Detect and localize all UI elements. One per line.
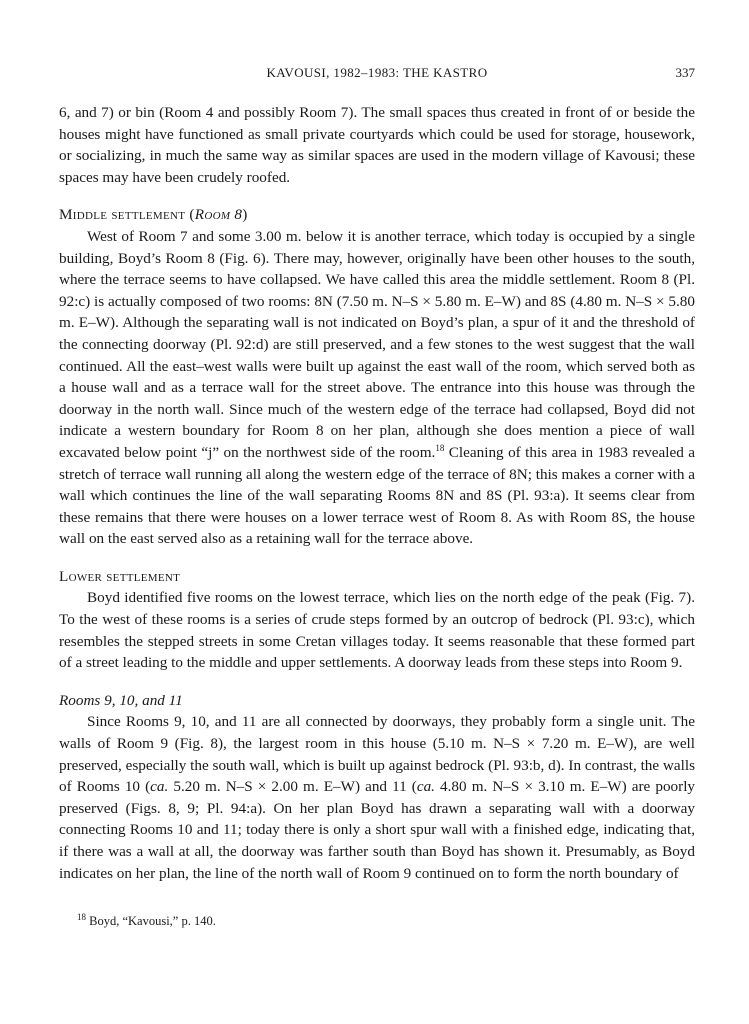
footnote-ref-18[interactable]: 18 bbox=[435, 442, 445, 453]
heading-rooms-9-10-11: Rooms 9, 10, and 11 bbox=[59, 691, 183, 709]
paragraph-rooms-2: 5.20 m. N–S × 2.00 m. E–W) and 11 ( bbox=[168, 778, 417, 796]
paragraph-rooms bbox=[59, 711, 695, 884]
paragraph-middle-a: West of Room 7 and some 3.00 m. below it is another terrace, which today is occupied by a single building, Boyd’s Room 8 (Fig. 6). There may, however, originally have been other houses to the south, where the terrace seems to have collapsed. We have called this area the middle settlement. Room 8 (Pl. 92:c) is actually composed of two rooms: 8N (7.50 m. N–S × 5.80 m. E–W) and 8S (4.80 m. N–S × 5.80 m. E–W). Although the separating wall is not indicated on Boyd’s plan, a spur of it and the threshold of the connecting doorway (Pl. 92:d) are still preserved, and a few stones to the west suggest that the wall continued. All the east–west walls were built up against the east wall of the room, which served both as a house wall and as a terrace wall for the street above. The entrance into this house was through the doorway in the north wall. Since much of the western edge of the terrace had collapsed, Boyd did not indicate a western boundary for Room 8 on her plan, although she does mention a piece of wall excavated below point “j” on the northwest side of the room. bbox=[59, 227, 695, 461]
running-head bbox=[59, 58, 695, 82]
page bbox=[59, 58, 695, 930]
heading-middle-main: Middle settlement bbox=[59, 206, 186, 224]
footnote-text-18: Boyd, “Kavousi,” p. 140. bbox=[86, 914, 216, 929]
footnote-18 bbox=[59, 912, 695, 930]
paragraph-middle-b: Cleaning of this area in 1983 revealed a stretch of terrace wall running all along the western edge of the terrace of 8N; this makes a corner with a wall which continues the line of the wall separating Rooms 8N and 8S (Pl. 93:a). It seems clear from these remains that there were houses on a lower terrace west of Room 8. As with Room 8S, the house wall on the east served also as a retaining wall for the terrace above. bbox=[59, 443, 695, 548]
page-number: 337 bbox=[675, 65, 695, 80]
running-title: KAVOUSI, 1982–1983: THE KASTRO bbox=[266, 65, 488, 80]
paragraph-intro: 6, and 7) or bin (Room 4 and possibly Room 7). The small spaces thus created in front of or beside the houses might have functioned as small private courtyards which could be used for storage, housework, or socializing, in much the same way as similar spaces are used in the modern village of Kavousi; these spaces may have been crudely roofed. bbox=[59, 104, 695, 186]
paragraph-middle-settlement bbox=[59, 226, 695, 550]
heading-middle-sub: Room 8 bbox=[194, 206, 243, 224]
heading-middle-settlement: Middle settlement (Room 8) bbox=[59, 206, 248, 224]
paragraph-rooms-3: 4.80 m. N–S × 3.10 m. E–W) are poorly preserved (Figs. 8, 9; Pl. 94:a). On her plan Boyd has drawn a separating wall with a doorway connecting Rooms 10 and 11; today there is only a short spur wall with a finished edge, indicating that, if there was a wall at all, the doorway was farther south than Boyd has shown it. Presumably, as Boyd indicates on her plan, the line of the north wall of Room 9 continued on to form the north boundary of bbox=[59, 778, 696, 882]
footnote-number-18: 18 bbox=[77, 912, 86, 923]
heading-lower-settlement: Lower settlement bbox=[59, 567, 181, 585]
paragraph-rooms-1: Since Rooms 9, 10, and 11 are all connected by doorways, they probably form a single unit. The walls of Room 9 (Fig. 8), the largest room in this house (5.10 m. N–S × 7.20 m. E–W), are well preserved, especially the south wall, which is built up against bedrock (Pl. 93:b, d). In contrast, the walls of Rooms 10 ( bbox=[59, 713, 695, 796]
paragraph-lower-settlement: Boyd identified five rooms on the lowest terrace, which lies on the north edge of the peak (Fig. 7). To the west of these rooms is a series of crude steps formed by an outcrop of bedrock (Pl. 93:c), which resembles the stepped streets in some Cretan villages today. It seems reasonable that these formed part of a street leading to the middle and upper settlements. A doorway leads from these steps into Room 9. bbox=[59, 589, 695, 672]
circa-1: ca. bbox=[150, 778, 169, 796]
circa-2: ca. bbox=[416, 778, 435, 796]
